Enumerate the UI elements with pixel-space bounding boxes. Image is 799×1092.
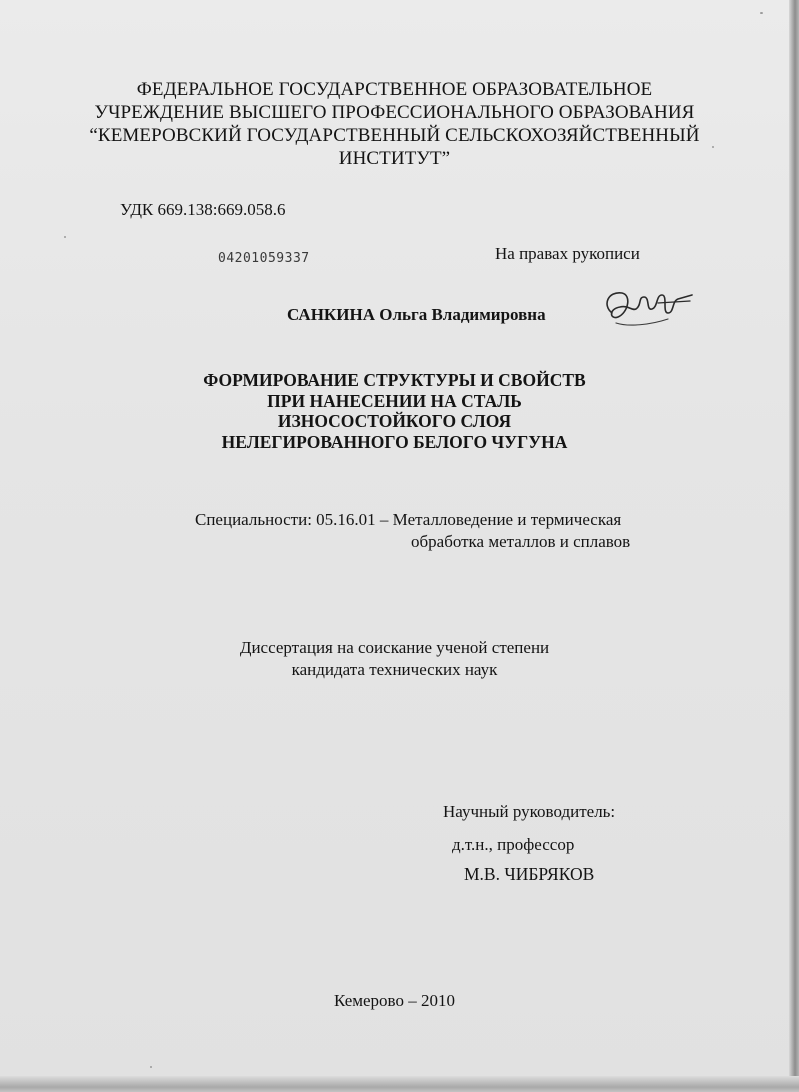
org-line-2: УЧРЕЖДЕНИЕ ВЫСШЕГО ПРОФЕССИОНАЛЬНОГО ОБРАЗОВАНИЯ (94, 102, 695, 123)
scan-edge-right (789, 0, 799, 1092)
city-year: Кемерово – 2010 (334, 991, 455, 1010)
title-line-1: ФОРМИРОВАНИЕ СТРУКТУРЫ И СВОЙСТВ (203, 370, 586, 390)
dissertation-title (0, 370, 789, 452)
org-line-1: ФЕДЕРАЛЬНОЕ ГОСУДАРСТВЕННОЕ ОБРАЗОВАТЕЛЬНОЕ (136, 79, 653, 100)
udk-code: УДК 669.138:669.058.6 (120, 200, 286, 219)
scan-speck (712, 146, 714, 148)
rights-note: На правах рукописи (495, 244, 640, 263)
advisor-label: Научный руководитель: (443, 802, 616, 821)
specialty-line-2: обработка металлов и сплавов (411, 532, 631, 551)
dissertation-line-2: кандидата технических наук (291, 660, 498, 679)
author-name: САНКИНА Ольга Владимировна (287, 305, 546, 324)
org-line-4: ИНСТИТУТ” (338, 148, 451, 169)
specialty-line-1: Специальности: 05.16.01 – Металловедение и термическая (195, 510, 622, 529)
handwritten-signature-icon (598, 283, 694, 331)
organization-header (0, 78, 789, 170)
title-line-4: НЕЛЕГИРОВАННОГО БЕЛОГО ЧУГУНА (221, 431, 568, 452)
dissertation-line-1: Диссертация на соискание ученой степени (239, 638, 550, 657)
scan-speck (760, 12, 763, 14)
scan-edge-bottom (0, 1076, 799, 1092)
dissertation-note (0, 637, 789, 681)
title-line-3: ИЗНОСОСТОЙКОГО СЛОЯ (277, 411, 512, 431)
scan-speck (64, 236, 66, 238)
scan-speck (150, 1066, 152, 1068)
advisor-degree: д.т.н., профессор (452, 835, 575, 854)
library-stamp-number: 04201059337 (218, 251, 310, 266)
advisor-name: М.В. ЧИБРЯКОВ (464, 864, 595, 884)
org-line-3: “КЕМЕРОВСКИЙ ГОСУДАРСТВЕННЫЙ СЕЛЬСКОХОЗЯЙСТВЕННЫЙ (89, 125, 700, 146)
title-line-2: ПРИ НАНЕСЕНИИ НА СТАЛЬ (267, 390, 522, 411)
